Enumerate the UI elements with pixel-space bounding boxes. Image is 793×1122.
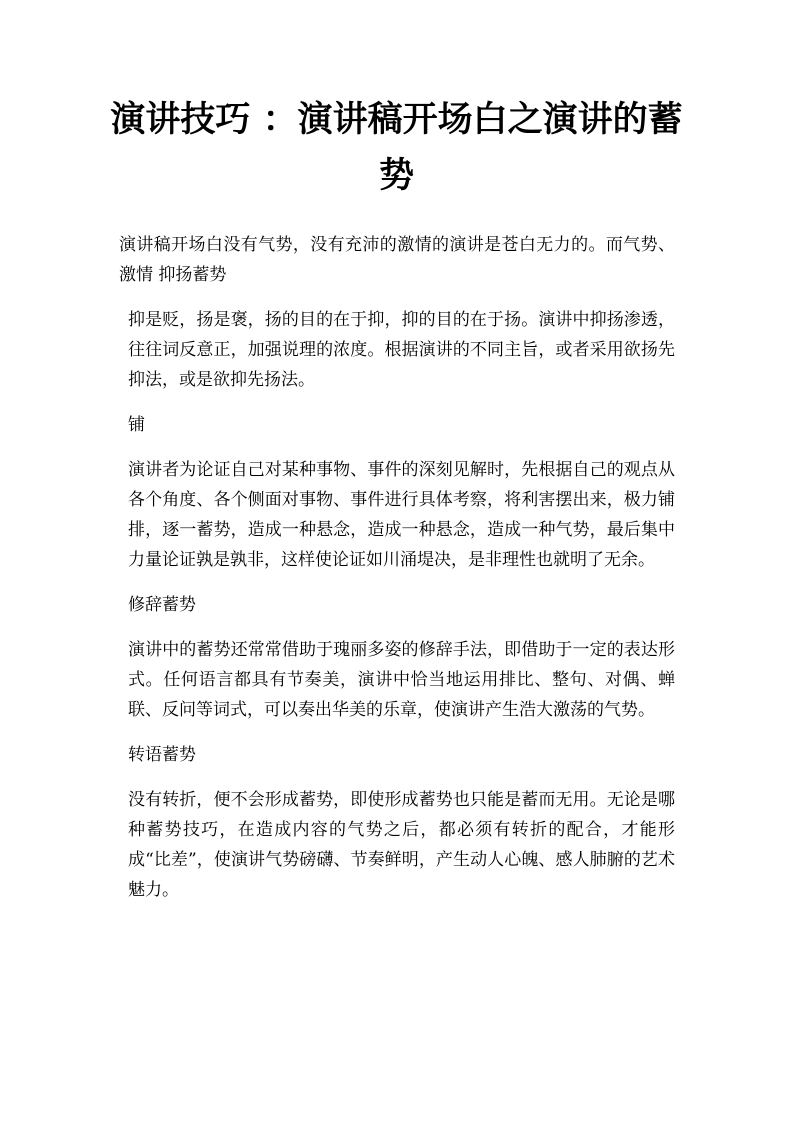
document-body bbox=[119, 230, 675, 920]
paragraph-intro: 演讲稿开场白没有气势，没有充沛的激情的演讲是苍白无力的。而气势、激情 抑扬蓄势 bbox=[119, 235, 675, 285]
section-heading-xiuci: 修辞蓄势 bbox=[128, 595, 196, 615]
paragraph-xiuci: 演讲中的蓄势还常常借助于瑰丽多姿的修辞手法，即借助于一定的表达形式。任何语言都具有节奏美，演讲中恰当地运用排比、整句、对偶、蝉联、反问等词式，可以奏出华美的乐章，使演讲产生浩大激荡的气势。 bbox=[128, 640, 675, 720]
section-heading-pu: 铺 bbox=[128, 415, 145, 435]
paragraph-zhuanyu: 没有转折，便不会形成蓄势，即使形成蓄势也只能是蓄而无用。无论是哪种蓄势技巧，在造成内容的气势之后，都必须有转折的配合，才能形成“比差”，使演讲气势磅礴、节奏鲜明，产生动人心魄、感人肺腑的艺术魅力。 bbox=[128, 790, 675, 900]
paragraph-yiyang: 抑是贬，扬是褒，扬的目的在于抑，抑的目的在于扬。演讲中抑扬渗透，往往词反意正，加强说理的浓度。根据演讲的不同主旨，或者采用欲扬先抑法，或是欲抑先扬法。 bbox=[128, 310, 675, 390]
document-title: 演讲技巧 ：演讲稿开场白之演讲的蓄势 bbox=[110, 99, 683, 196]
paragraph-pu: 演讲者为论证自己对某种事物、事件的深刻见解时，先根据自己的观点从各个角度、各个侧面对事物、事件进行具体考察，将利害摆出来，极力铺排，逐一蓄势，造成一种悬念，造成一种悬念，造成一种气势，最后集中力量论证孰是孰非，这样使论证如川涌堤决，是非理性也就明了无余。 bbox=[128, 460, 675, 570]
section-heading-zhuanyu: 转语蓄势 bbox=[128, 745, 196, 765]
